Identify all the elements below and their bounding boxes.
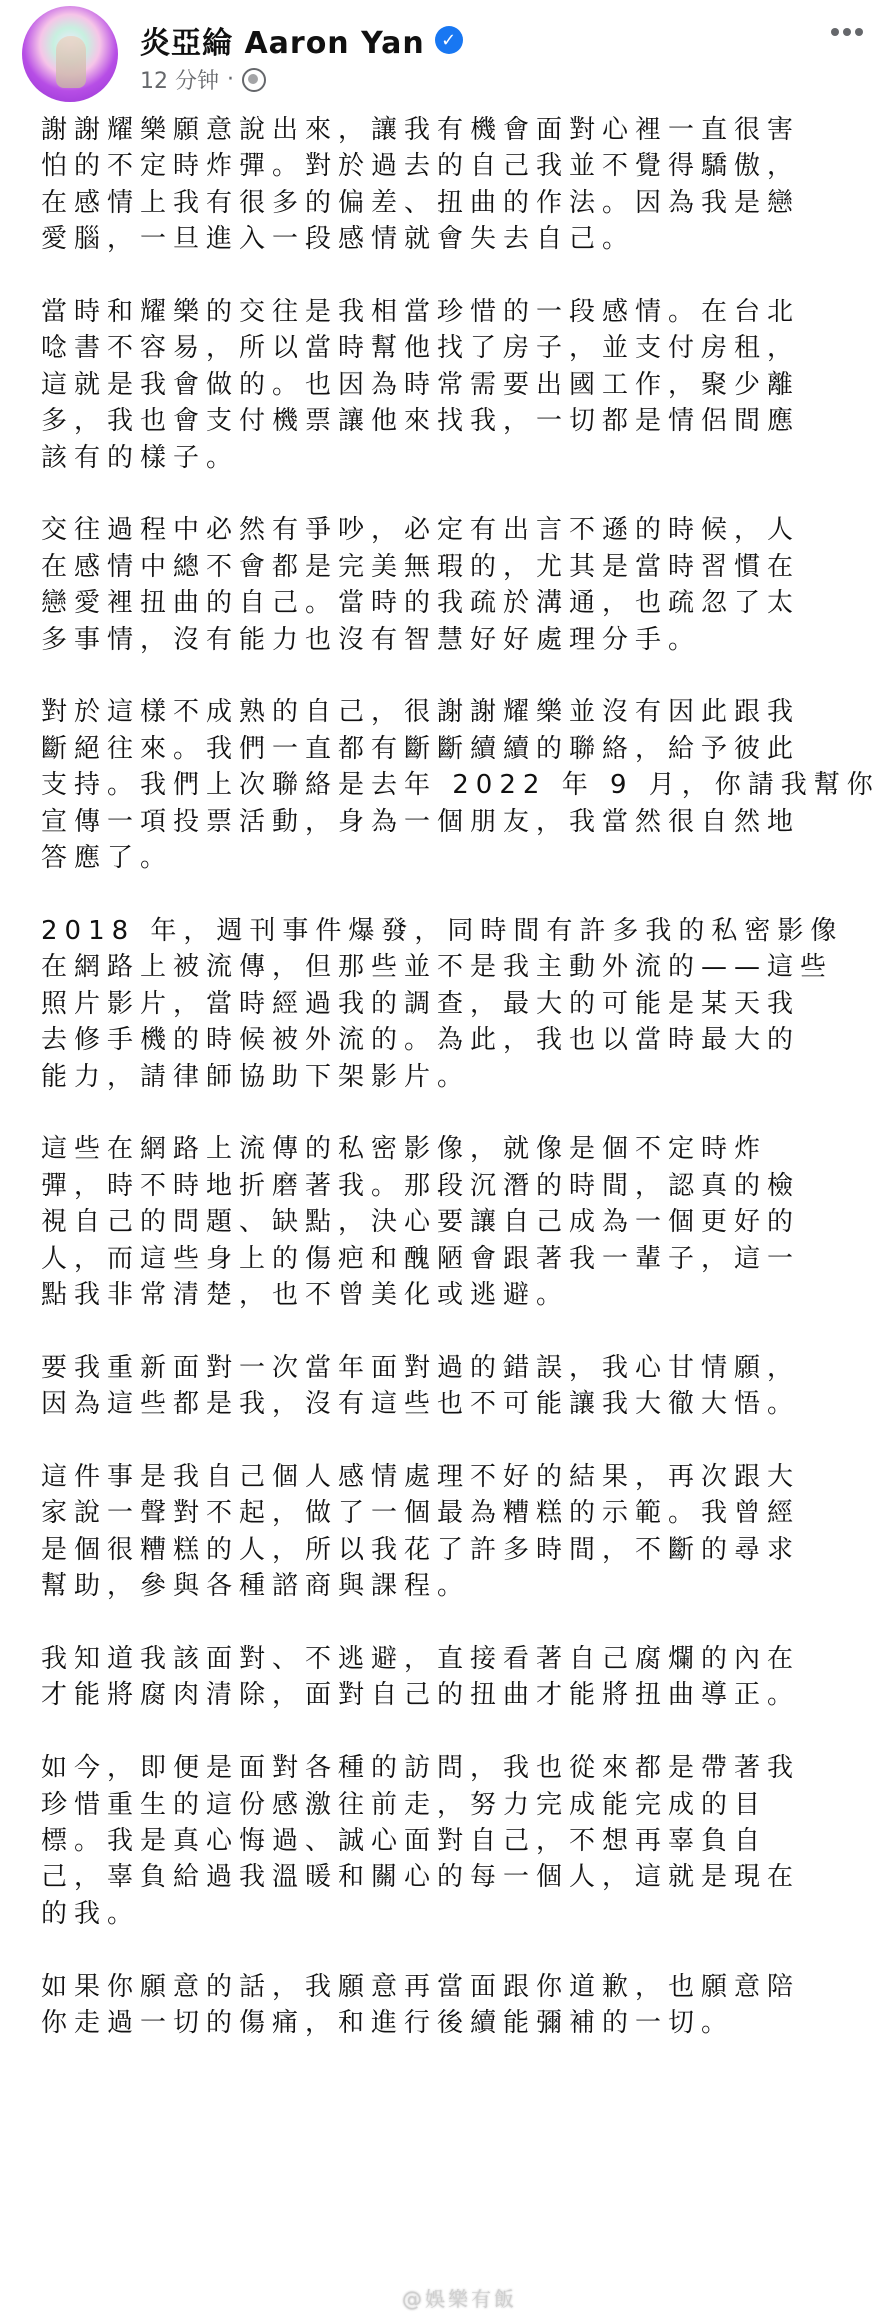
paragraph-line: 你走過一切的傷痛，和進行後續能彌補的一切。 xyxy=(41,2007,735,2038)
paragraph-line: 支持。我們上次聯絡是去年 2022 年 9 月，你請我幫你 xyxy=(41,770,880,801)
paragraph-line: 多，我也會支付機票讓他來找我，一切都是情侶間應 xyxy=(41,406,801,437)
paragraph-line: 對於這樣不成熟的自己，很謝謝耀樂並沒有因此跟我 xyxy=(41,697,801,728)
paragraph-line: 愛腦，一旦進入一段感情就會失去自己。 xyxy=(41,224,636,255)
post-paragraph xyxy=(41,1131,881,1313)
paragraph-line: 交往過程中必然有爭吵，必定有出言不遜的時候，人 xyxy=(41,515,801,546)
post-header xyxy=(0,0,887,110)
paragraph-line: 謝謝耀樂願意說出來，讓我有機會面對心裡一直很害 xyxy=(41,115,801,145)
author-name[interactable]: 炎亞綸 Aaron Yan xyxy=(140,26,425,61)
paragraph-line: 我知道我該面對、不逃避，直接看著自己腐爛的內在 xyxy=(41,1643,801,1674)
paragraph-line: 視自己的問題、缺點，決心要讓自己成為一個更好的 xyxy=(41,1207,801,1238)
paragraph-line: 這件事是我自己個人感情處理不好的結果，再次跟大 xyxy=(41,1461,801,1492)
paragraph-line: 唸書不容易，所以當時幫他找了房子，並支付房租， xyxy=(41,333,801,364)
author-name-row xyxy=(140,18,463,62)
paragraph-line: 幫助，參與各種諮商與課程。 xyxy=(41,1571,471,1602)
post-paragraph xyxy=(41,1750,881,1932)
paragraph-line: 要我重新面對一次當年面對過的錯誤，我心甘情願， xyxy=(41,1352,801,1383)
post-paragraph xyxy=(41,694,881,876)
paragraph-line: 在網路上被流傳，但那些並不是我主動外流的——這些 xyxy=(41,952,834,983)
paragraph-line: 如今，即便是面對各種的訪問，我也從來都是帶著我 xyxy=(41,1753,801,1784)
more-options-button[interactable] xyxy=(831,28,863,36)
globe-icon xyxy=(242,68,266,92)
post-body xyxy=(41,112,881,2078)
paragraph-line: 這些在網路上流傳的私密影像，就像是個不定時炸 xyxy=(41,1134,768,1165)
post-paragraph xyxy=(41,1641,881,1714)
dot-icon xyxy=(831,28,839,36)
dot-icon xyxy=(855,28,863,36)
paragraph-line: 的我。 xyxy=(41,1898,141,1929)
avatar-figure xyxy=(56,36,86,88)
paragraph-line: 怕的不定時炸彈。對於過去的自己我並不覺得驕傲， xyxy=(41,151,801,182)
paragraph-line: 如果你願意的話，我願意再當面跟你道歉，也願意陪 xyxy=(41,1971,801,2002)
post-meta xyxy=(140,64,266,95)
paragraph-line: 是個很糟糕的人，所以我花了許多時間，不斷的尋求 xyxy=(41,1534,801,1565)
paragraph-line: 能力，請律師協助下架影片。 xyxy=(41,1061,471,1092)
post-paragraph xyxy=(41,1350,881,1423)
verified-badge-icon: ✓ xyxy=(435,26,463,54)
paragraph-line: 這就是我會做的。也因為時常需要出國工作，聚少離 xyxy=(41,369,801,400)
paragraph-line: 照片影片，當時經過我的調查，最大的可能是某天我 xyxy=(41,988,801,1019)
paragraph-line: 斷絕往來。我們一直都有斷斷續續的聯絡，給予彼此 xyxy=(41,733,801,764)
paragraph-line: 點我非常清楚，也不曾美化或逃避。 xyxy=(41,1279,570,1310)
paragraph-line: 該有的樣子。 xyxy=(41,442,240,473)
paragraph-line: 彈，時不時地折磨著我。那段沉潛的時間，認真的檢 xyxy=(41,1170,801,1201)
dot-icon xyxy=(843,28,851,36)
paragraph-line: 戀愛裡扭曲的自己。當時的我疏於溝通，也疏忽了太 xyxy=(41,588,801,619)
paragraph-line: 當時和耀樂的交往是我相當珍惜的一段感情。在台北 xyxy=(41,297,801,328)
paragraph-line: 標。我是真心悔過、誠心面對自己，不想再辜負自 xyxy=(41,1825,768,1856)
paragraph-line: 在感情中總不會都是完美無瑕的，尤其是當時習慣在 xyxy=(41,551,801,582)
paragraph-line: 人，而這些身上的傷疤和醜陋會跟著我一輩子，這一 xyxy=(41,1243,801,1274)
paragraph-line: 珍惜重生的這份感激往前走，努力完成能完成的目 xyxy=(41,1789,768,1820)
paragraph-line: 宣傳一項投票活動，身為一個朋友，我當然很自然地 xyxy=(41,806,801,837)
post-paragraph xyxy=(41,112,881,258)
post-timestamp[interactable]: 12 分钟 xyxy=(140,69,219,94)
paragraph-line: 在感情上我有很多的偏差、扭曲的作法。因為我是戀 xyxy=(41,187,801,218)
paragraph-line: 答應了。 xyxy=(41,843,174,874)
paragraph-line: 因為這些都是我，沒有這些也不可能讓我大徹大悟。 xyxy=(41,1389,801,1420)
post-paragraph xyxy=(41,1969,881,2042)
post-paragraph xyxy=(41,1459,881,1605)
post-paragraph xyxy=(41,294,881,476)
author-avatar[interactable] xyxy=(22,6,118,102)
meta-separator: · xyxy=(227,67,234,92)
paragraph-line: 家說一聲對不起，做了一個最為糟糕的示範。我曾經 xyxy=(41,1498,801,1529)
paragraph-line: 多事情，沒有能力也沒有智慧好好處理分手。 xyxy=(41,624,702,655)
paragraph-line: 去修手機的時候被外流的。為此，我也以當時最大的 xyxy=(41,1025,801,1056)
paragraph-line: 己，辜負給過我溫暖和關心的每一個人，這就是現在 xyxy=(41,1862,801,1893)
paragraph-line: 2018 年，週刊事件爆發，同時間有許多我的私密影像 xyxy=(41,915,844,946)
post-paragraph xyxy=(41,913,881,1095)
paragraph-line: 才能將腐肉清除，面對自己的扭曲才能將扭曲導正。 xyxy=(41,1680,801,1711)
watermark: @娛樂有飯 xyxy=(402,2287,517,2311)
post-paragraph xyxy=(41,512,881,658)
